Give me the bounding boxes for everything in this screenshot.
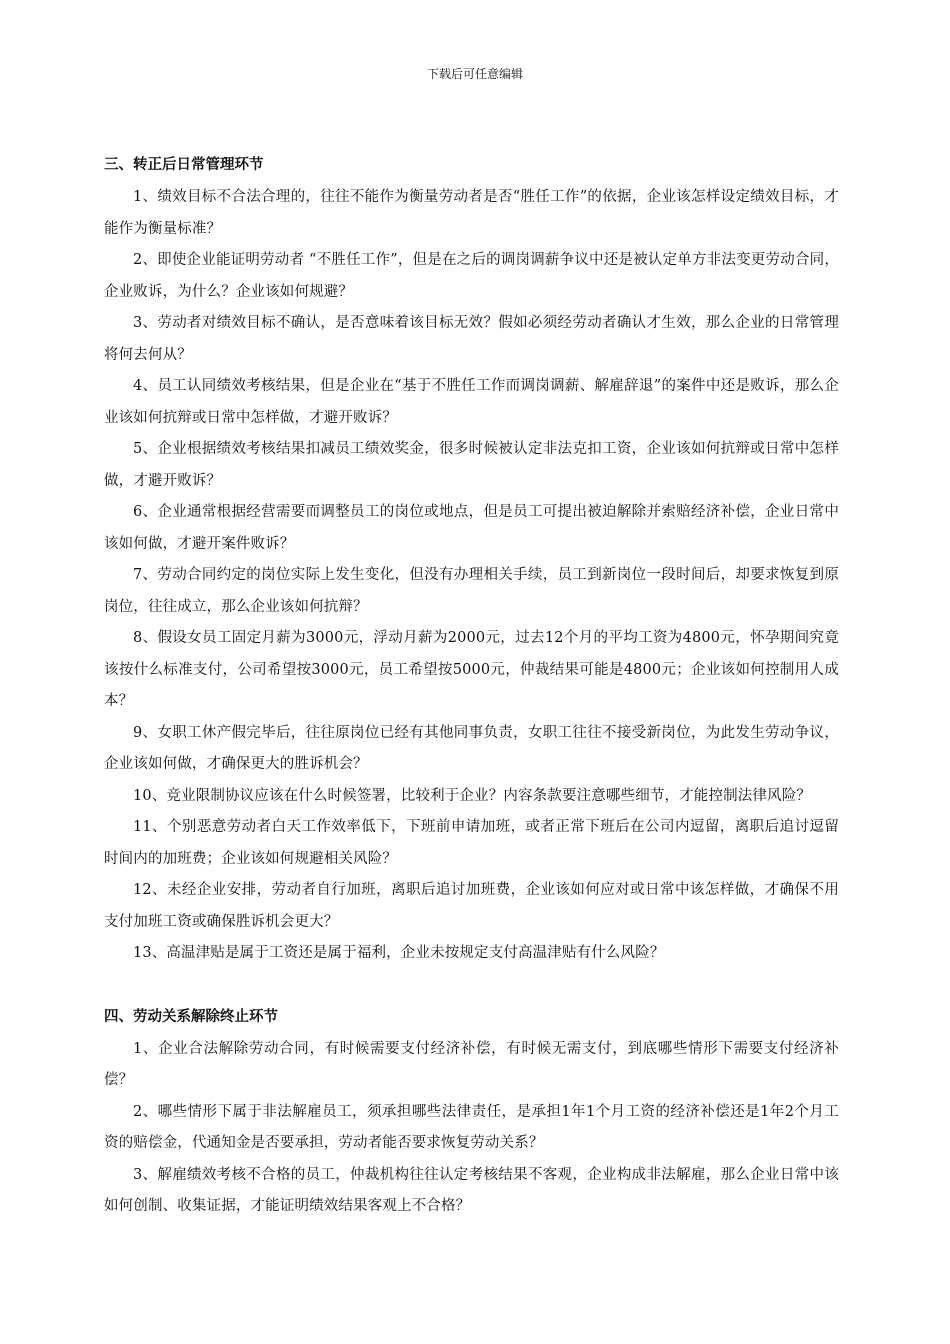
section-title-4: 四、劳动关系解除终止环节 (104, 1008, 278, 1025)
section-title-3: 三、转正后日常管理环节 (104, 157, 264, 173)
section3-item: 3、劳动者对绩效目标不确认，是否意味着该目标无效？假如必须经劳动者确认才生效，那么企业的日常管理将何去何从？ (104, 315, 839, 363)
section3-item: 13、高温津贴是属于工资还是属于福利，企业未按规定支付高温津贴有什么风险？ (133, 945, 665, 961)
section3-item: 2、即使企业能证明劳动者 “不胜任工作”，但是在之后的调岗调薪争议中还是被认定单方非法变更劳动合同，企业败诉，为什么？企业该如何规避？ (104, 252, 839, 300)
section3-item: 4、员工认同绩效考核结果，但是企业在“基于不胜任工作而调岗调薪、解雇辞退”的案件中还是败诉，那么企业该如何抗辩或日常中怎样做，才避开败诉？ (104, 378, 839, 426)
section3-item: 10、竞业限制协议应该在什么时候签署，比较利于企业？内容条款要注意哪些细节，才能控制法律风险？ (133, 787, 811, 804)
section3-item: 12、未经企业安排，劳动者自行加班，离职后追讨加班费，企业该如何应对或日常中该怎样做，才确保不用支付加班工资或确保胜诉机会更大？ (104, 882, 839, 930)
section3-item: 1、绩效目标不合法合理的，往往不能作为衡量劳动者是否“胜任工作”的依据，企业该怎样设定绩效目标，才能作为衡量标准？ (104, 189, 839, 237)
section3-item: 8、假设女员工固定月薪为3000元，浮动月薪为2000元，过去12个月的平均工资为4800元，怀孕期间究竟该按什么标准支付，公司希望按3000元，员工希望按5000元，仲裁结果可能是4800元；企业该如何控制用人成本？ (104, 630, 839, 709)
section3-item: 11、个别恶意劳动者白天工作效率低下，下班前申请加班，或者正常下班后在公司内逗留，离职后追讨逗留时间内的加班费；企业该如何规避相关风险？ (104, 819, 839, 867)
header-note: 下载后可任意编辑 (426, 67, 523, 81)
section4-item: 2、哪些情形下属于非法解雇员工，须承担哪些法律责任，是承担1年1个月工资的经济补偿还是1年2个月工资的赔偿金，代通知金是否要承担，劳动者能否要求恢复劳动关系？ (104, 1103, 839, 1151)
document-body (104, 155, 839, 1223)
section3-item: 7、劳动合同约定的岗位实际上发生变化，但没有办理相关手续，员工到新岗位一段时间后，却要求恢复到原岗位，往往成立，那么企业该如何抗辩？ (104, 567, 839, 615)
section3-item: 5、企业根据绩效考核结果扣减员工绩效奖金，很多时候被认定非法克扣工资，企业该如何抗辩或日常中怎样做，才避开败诉？ (104, 441, 839, 489)
section3-item: 6、企业通常根据经营需要而调整员工的岗位或地点，但是员工可提出被迫解除并索赔经济补偿，企业日常中该如何做，才避开案件败诉？ (104, 504, 839, 552)
section4-item: 1、企业合法解除劳动合同，有时候需要支付经济补偿，有时候无需支付，到底哪些情形下需要支付经济补偿？ (104, 1040, 839, 1088)
section3-item: 9、女职工休产假完毕后，往往原岗位已经有其他同事负责，女职工往往不接受新岗位，为此发生劳动争议，企业该如何做，才确保更大的胜诉机会？ (104, 724, 839, 772)
section4-item: 3、解雇绩效考核不合格的员工，仲裁机构往往认定考核结果不客观，企业构成非法解雇，那么企业日常中该如何创制、收集证据，才能证明绩效结果客观上不合格？ (104, 1166, 839, 1214)
